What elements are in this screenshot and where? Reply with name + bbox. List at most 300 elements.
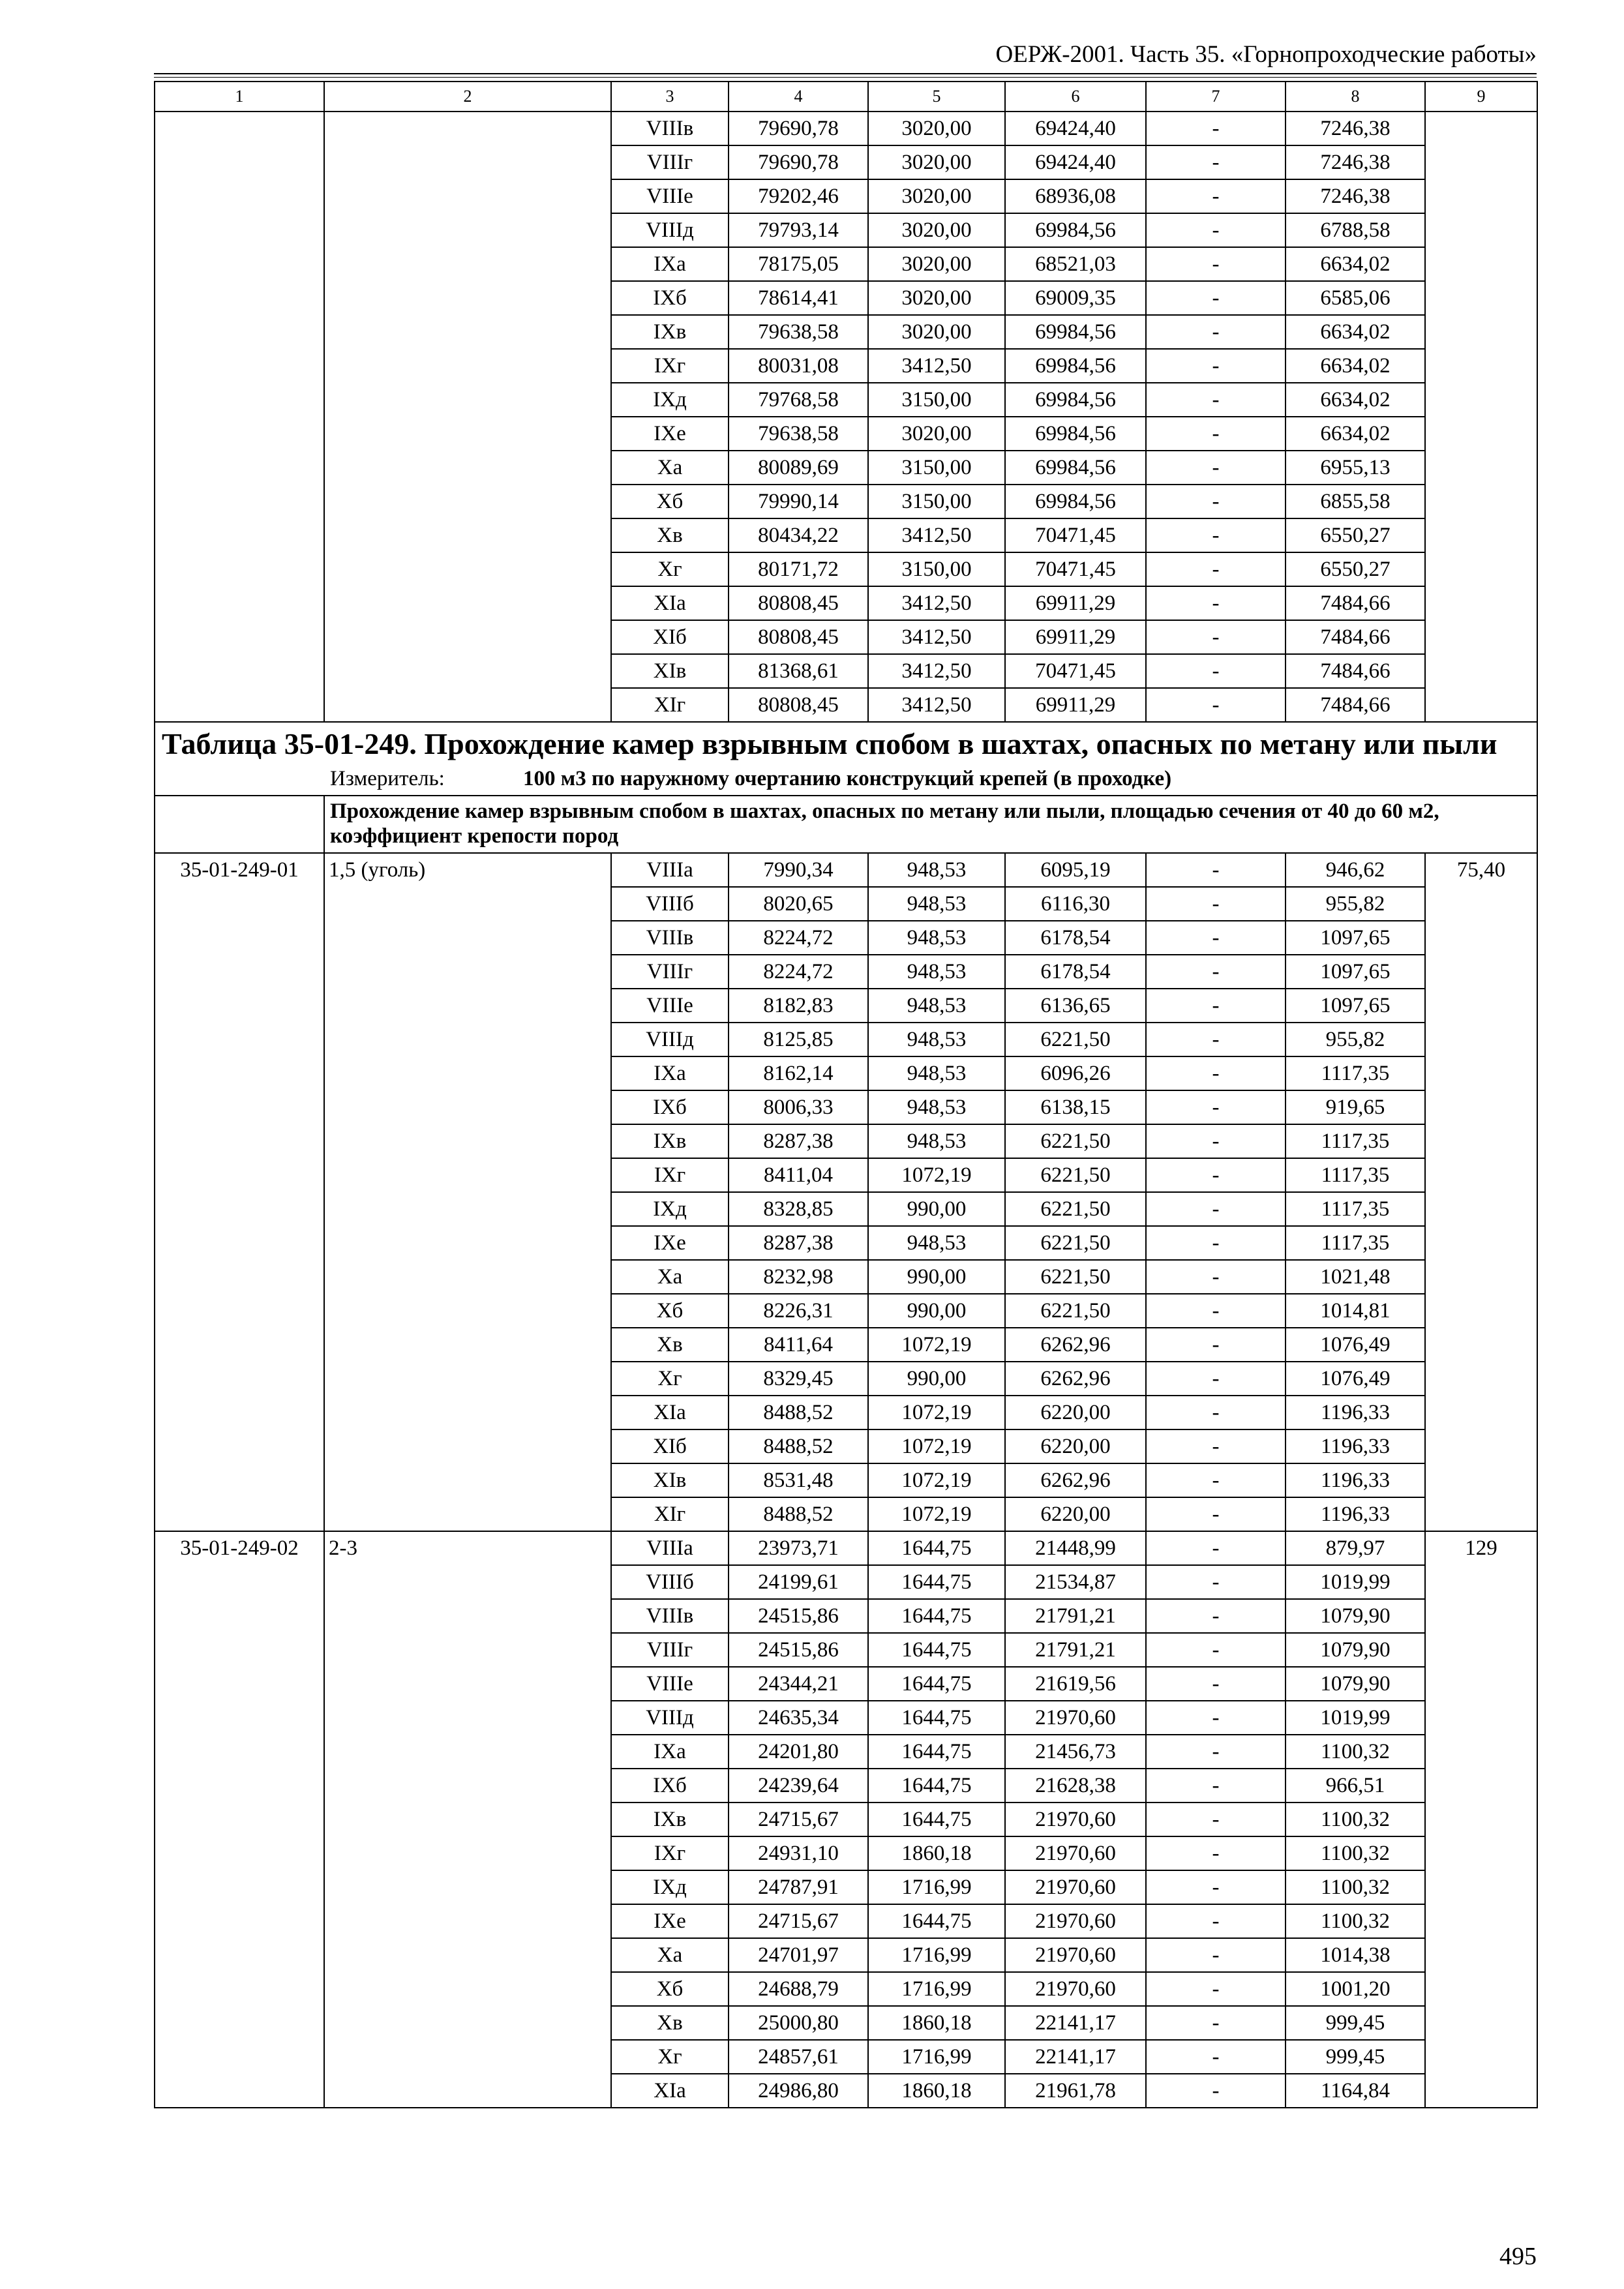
direct-cost-cell: 24986,80 [729, 2074, 868, 2108]
column-number: 7 [1146, 82, 1286, 112]
driver-cost-cell: - [1146, 179, 1286, 213]
machine-cost-cell: 6116,30 [1005, 887, 1146, 921]
material-cost-cell: 1076,49 [1286, 1362, 1425, 1396]
machine-cost-cell: 21456,73 [1005, 1735, 1146, 1769]
labor-cost-cell: 990,00 [868, 1294, 1005, 1328]
driver-cost-cell: - [1146, 1056, 1286, 1090]
driver-cost-cell: - [1146, 1260, 1286, 1294]
col9-cell [1425, 112, 1537, 722]
material-cost-cell: 946,62 [1286, 853, 1425, 887]
machine-cost-cell: 69424,40 [1005, 145, 1146, 179]
labor-cost-cell: 1072,19 [868, 1497, 1005, 1531]
labor-cost-cell: 948,53 [868, 1023, 1005, 1056]
column-number: 5 [868, 82, 1005, 112]
material-cost-cell: 955,82 [1286, 1023, 1425, 1056]
labor-cost-cell: 3412,50 [868, 518, 1005, 552]
driver-cost-cell: - [1146, 112, 1286, 145]
direct-cost-cell: 24344,21 [729, 1667, 868, 1701]
material-cost-cell: 1021,48 [1286, 1260, 1425, 1294]
labor-cost-cell: 1072,19 [868, 1429, 1005, 1463]
labor-cost-cell: 3412,50 [868, 654, 1005, 688]
machine-cost-cell: 6220,00 [1005, 1429, 1146, 1463]
table-row [155, 112, 1537, 145]
material-cost-cell: 879,97 [1286, 1531, 1425, 1565]
table-row [155, 853, 1537, 887]
direct-cost-cell: 8232,98 [729, 1260, 868, 1294]
material-cost-cell: 1117,35 [1286, 1158, 1425, 1192]
rate-cell: IXб [611, 281, 729, 315]
material-cost-cell: 6550,27 [1286, 518, 1425, 552]
driver-cost-cell: - [1146, 451, 1286, 485]
labor-cost-cell: 990,00 [868, 1192, 1005, 1226]
driver-cost-cell: - [1146, 485, 1286, 518]
column-number: 8 [1286, 82, 1425, 112]
driver-cost-cell: - [1146, 1803, 1286, 1836]
material-cost-cell: 1019,99 [1286, 1565, 1425, 1599]
labor-cost-cell: 1644,75 [868, 1904, 1005, 1938]
description: Прохождение камер взрывным спобом в шахтах, опасных по метану или пыли, площадью сечения от 40 до 60 м2, коэффициент крепости пород [324, 796, 1537, 853]
rate-cell: XIг [611, 688, 729, 722]
direct-cost-cell: 23973,71 [729, 1531, 868, 1565]
direct-cost-cell: 8224,72 [729, 955, 868, 989]
machine-cost-cell: 6095,19 [1005, 853, 1146, 887]
machine-cost-cell: 6262,96 [1005, 1463, 1146, 1497]
driver-cost-cell: - [1146, 349, 1286, 383]
material-cost-cell: 7246,38 [1286, 145, 1425, 179]
unit-cell [155, 763, 1537, 796]
direct-cost-cell: 79768,58 [729, 383, 868, 417]
material-cost-cell: 1001,20 [1286, 1972, 1425, 2006]
rate-cell: Xв [611, 518, 729, 552]
labor-cost-cell: 948,53 [868, 989, 1005, 1023]
material-cost-cell: 7246,38 [1286, 179, 1425, 213]
driver-cost-cell: - [1146, 921, 1286, 955]
material-cost-cell: 6634,02 [1286, 383, 1425, 417]
labor-cost-cell: 3412,50 [868, 349, 1005, 383]
labor-cost-cell: 3150,00 [868, 451, 1005, 485]
rate-cell: IXв [611, 315, 729, 349]
machine-cost-cell: 69911,29 [1005, 586, 1146, 620]
direct-cost-cell: 24715,67 [729, 1803, 868, 1836]
machine-cost-cell: 21970,60 [1005, 1904, 1146, 1938]
direct-cost-cell: 24199,61 [729, 1565, 868, 1599]
direct-cost-cell: 79793,14 [729, 213, 868, 247]
driver-cost-cell: - [1146, 2006, 1286, 2040]
machine-cost-cell: 21628,38 [1005, 1769, 1146, 1803]
driver-cost-cell: - [1146, 688, 1286, 722]
labor-cost-cell: 1644,75 [868, 1531, 1005, 1565]
machine-cost-cell: 69984,56 [1005, 315, 1146, 349]
driver-cost-cell: - [1146, 1158, 1286, 1192]
rate-cell: IXa [611, 1735, 729, 1769]
direct-cost-cell: 8329,45 [729, 1362, 868, 1396]
rate-cell: Xa [611, 1938, 729, 1972]
driver-cost-cell: - [1146, 1531, 1286, 1565]
column-number: 4 [729, 82, 868, 112]
rate-cell: Xa [611, 1260, 729, 1294]
machine-cost-cell: 6221,50 [1005, 1260, 1146, 1294]
driver-cost-cell: - [1146, 247, 1286, 281]
driver-cost-cell: - [1146, 1836, 1286, 1870]
running-header [154, 40, 1537, 72]
document-title: ОЕРЖ-2001. Часть 35. «Горнопроходческие работы» [995, 41, 1537, 68]
labor-cost-cell: 3412,50 [868, 586, 1005, 620]
material-cost-cell: 1117,35 [1286, 1192, 1425, 1226]
direct-cost-cell: 24635,34 [729, 1701, 868, 1735]
driver-cost-cell: - [1146, 1328, 1286, 1362]
rates-table [154, 81, 1538, 2108]
direct-cost-cell: 78614,41 [729, 281, 868, 315]
machine-cost-cell: 69984,56 [1005, 485, 1146, 518]
code-cell [155, 112, 324, 722]
rate-cell: IXд [611, 1870, 729, 1904]
unit-value: 100 м3 по наружному очертанию конструкций крепей (в проходке) [523, 767, 1172, 790]
direct-cost-cell: 8287,38 [729, 1124, 868, 1158]
direct-cost-cell: 24857,61 [729, 2040, 868, 2074]
direct-cost-cell: 8488,52 [729, 1497, 868, 1531]
machine-cost-cell: 6178,54 [1005, 955, 1146, 989]
machine-cost-cell: 21970,60 [1005, 1803, 1146, 1836]
machine-cost-cell: 69424,40 [1005, 112, 1146, 145]
machine-cost-cell: 69984,56 [1005, 213, 1146, 247]
machine-cost-cell: 6178,54 [1005, 921, 1146, 955]
material-cost-cell: 1100,32 [1286, 1836, 1425, 1870]
rate-cell: VIIIг [611, 1633, 729, 1667]
driver-cost-cell: - [1146, 1362, 1286, 1396]
rate-cell: Xб [611, 485, 729, 518]
direct-cost-cell: 79990,14 [729, 485, 868, 518]
labor-cost-cell: 948,53 [868, 1124, 1005, 1158]
material-cost-cell: 1019,99 [1286, 1701, 1425, 1735]
labor-cost-cell: 3150,00 [868, 383, 1005, 417]
direct-cost-cell: 79202,46 [729, 179, 868, 213]
labor-cost-cell: 3020,00 [868, 145, 1005, 179]
column-number: 6 [1005, 82, 1146, 112]
rate-cell: IXг [611, 1158, 729, 1192]
labor-cost-cell: 948,53 [868, 921, 1005, 955]
direct-cost-cell: 8411,04 [729, 1158, 868, 1192]
material-cost-cell: 955,82 [1286, 887, 1425, 921]
rate-cell: VIIIб [611, 887, 729, 921]
machine-cost-cell: 21970,60 [1005, 1836, 1146, 1870]
labor-cost-cell: 1716,99 [868, 2040, 1005, 2074]
material-cost-cell: 1100,32 [1286, 1904, 1425, 1938]
rate-cell: IXa [611, 1056, 729, 1090]
material-cost-cell: 1076,49 [1286, 1328, 1425, 1362]
material-cost-cell: 6788,58 [1286, 213, 1425, 247]
rate-cell: Xв [611, 2006, 729, 2040]
driver-cost-cell: - [1146, 2074, 1286, 2108]
driver-cost-cell: - [1146, 383, 1286, 417]
material-cost-cell: 7484,66 [1286, 688, 1425, 722]
labor-cost-cell: 1644,75 [868, 1599, 1005, 1633]
driver-cost-cell: - [1146, 620, 1286, 654]
name-cell [324, 112, 611, 722]
direct-cost-cell: 79638,58 [729, 315, 868, 349]
column-number: 2 [324, 82, 611, 112]
driver-cost-cell: - [1146, 1294, 1286, 1328]
driver-cost-cell: - [1146, 853, 1286, 887]
direct-cost-cell: 24715,67 [729, 1904, 868, 1938]
driver-cost-cell: - [1146, 1633, 1286, 1667]
direct-cost-cell: 24787,91 [729, 1870, 868, 1904]
direct-cost-cell: 7990,34 [729, 853, 868, 887]
driver-cost-cell: - [1146, 1090, 1286, 1124]
material-cost-cell: 1097,65 [1286, 955, 1425, 989]
machine-cost-cell: 6221,50 [1005, 1294, 1146, 1328]
rate-cell: VIIIд [611, 1701, 729, 1735]
direct-cost-cell: 80808,45 [729, 688, 868, 722]
driver-cost-cell: - [1146, 145, 1286, 179]
driver-cost-cell: - [1146, 213, 1286, 247]
rate-cell: VIIIд [611, 213, 729, 247]
machine-cost-cell: 6220,00 [1005, 1497, 1146, 1531]
labor-cost-cell: 3020,00 [868, 281, 1005, 315]
labor-cost-cell: 3020,00 [868, 247, 1005, 281]
material-cost-cell: 1196,33 [1286, 1429, 1425, 1463]
rate-cell: VIIIa [611, 1531, 729, 1565]
header-rule [154, 73, 1537, 74]
rate-name: 2-3 [324, 1531, 611, 2108]
rate-cell: XIб [611, 620, 729, 654]
material-cost-cell: 7484,66 [1286, 586, 1425, 620]
rate-cell: XIб [611, 1429, 729, 1463]
col9-value: 129 [1425, 1531, 1537, 2108]
rate-cell: IXг [611, 1836, 729, 1870]
direct-cost-cell: 24201,80 [729, 1735, 868, 1769]
rate-cell: IXб [611, 1090, 729, 1124]
material-cost-cell: 1097,65 [1286, 921, 1425, 955]
material-cost-cell: 6585,06 [1286, 281, 1425, 315]
driver-cost-cell: - [1146, 552, 1286, 586]
material-cost-cell: 1100,32 [1286, 1803, 1425, 1836]
rate-cell: IXе [611, 417, 729, 451]
direct-cost-cell: 79690,78 [729, 145, 868, 179]
labor-cost-cell: 1072,19 [868, 1463, 1005, 1497]
rate-cell: IXб [611, 1769, 729, 1803]
labor-cost-cell: 990,00 [868, 1260, 1005, 1294]
driver-cost-cell: - [1146, 586, 1286, 620]
direct-cost-cell: 80171,72 [729, 552, 868, 586]
page-number: 495 [1499, 2243, 1537, 2270]
material-cost-cell: 7484,66 [1286, 654, 1425, 688]
labor-cost-cell: 3020,00 [868, 213, 1005, 247]
rate-cell: IXе [611, 1904, 729, 1938]
driver-cost-cell: - [1146, 1769, 1286, 1803]
labor-cost-cell: 1716,99 [868, 1972, 1005, 2006]
labor-cost-cell: 1644,75 [868, 1633, 1005, 1667]
direct-cost-cell: 8328,85 [729, 1192, 868, 1226]
machine-cost-cell: 6262,96 [1005, 1362, 1146, 1396]
rate-cell: VIIIa [611, 853, 729, 887]
rate-cell: VIIIг [611, 955, 729, 989]
driver-cost-cell: - [1146, 315, 1286, 349]
labor-cost-cell: 3020,00 [868, 179, 1005, 213]
material-cost-cell: 1117,35 [1286, 1226, 1425, 1260]
material-cost-cell: 6634,02 [1286, 247, 1425, 281]
rate-cell: Xг [611, 2040, 729, 2074]
rate-cell: Xг [611, 552, 729, 586]
rate-cell: Xб [611, 1972, 729, 2006]
machine-cost-cell: 21961,78 [1005, 2074, 1146, 2108]
table-row [155, 1531, 1537, 1565]
material-cost-cell: 1117,35 [1286, 1124, 1425, 1158]
direct-cost-cell: 78175,05 [729, 247, 868, 281]
rate-cell: XIв [611, 1463, 729, 1497]
driver-cost-cell: - [1146, 1938, 1286, 1972]
labor-cost-cell: 1644,75 [868, 1565, 1005, 1599]
material-cost-cell: 6634,02 [1286, 315, 1425, 349]
direct-cost-cell: 8006,33 [729, 1090, 868, 1124]
labor-cost-cell: 948,53 [868, 887, 1005, 921]
direct-cost-cell: 8226,31 [729, 1294, 868, 1328]
material-cost-cell: 1196,33 [1286, 1396, 1425, 1429]
material-cost-cell: 6634,02 [1286, 417, 1425, 451]
driver-cost-cell: - [1146, 1023, 1286, 1056]
column-number: 3 [611, 82, 729, 112]
machine-cost-cell: 68936,08 [1005, 179, 1146, 213]
direct-cost-cell: 79638,58 [729, 417, 868, 451]
rate-cell: XIa [611, 1396, 729, 1429]
labor-cost-cell: 1644,75 [868, 1769, 1005, 1803]
rate-cell: VIIIе [611, 179, 729, 213]
rate-cell: XIв [611, 654, 729, 688]
machine-cost-cell: 21970,60 [1005, 1972, 1146, 2006]
material-cost-cell: 6634,02 [1286, 349, 1425, 383]
driver-cost-cell: - [1146, 1396, 1286, 1429]
material-cost-cell: 1014,38 [1286, 1938, 1425, 1972]
labor-cost-cell: 1644,75 [868, 1803, 1005, 1836]
machine-cost-cell: 6138,15 [1005, 1090, 1146, 1124]
labor-cost-cell: 990,00 [868, 1362, 1005, 1396]
material-cost-cell: 1079,90 [1286, 1599, 1425, 1633]
direct-cost-cell: 80031,08 [729, 349, 868, 383]
labor-cost-cell: 1644,75 [868, 1735, 1005, 1769]
col9-value: 75,40 [1425, 853, 1537, 1531]
machine-cost-cell: 21970,60 [1005, 1938, 1146, 1972]
direct-cost-cell: 8488,52 [729, 1429, 868, 1463]
rate-cell: VIIIе [611, 989, 729, 1023]
rate-cell: Xг [611, 1362, 729, 1396]
driver-cost-cell: - [1146, 1667, 1286, 1701]
labor-cost-cell: 1644,75 [868, 1667, 1005, 1701]
labor-cost-cell: 1716,99 [868, 1870, 1005, 1904]
machine-cost-cell: 6221,50 [1005, 1192, 1146, 1226]
direct-cost-cell: 8287,38 [729, 1226, 868, 1260]
direct-cost-cell: 8531,48 [729, 1463, 868, 1497]
labor-cost-cell: 948,53 [868, 1226, 1005, 1260]
machine-cost-cell: 6221,50 [1005, 1158, 1146, 1192]
machine-cost-cell: 70471,45 [1005, 552, 1146, 586]
rate-cell: XIг [611, 1497, 729, 1531]
material-cost-cell: 1079,90 [1286, 1667, 1425, 1701]
driver-cost-cell: - [1146, 1429, 1286, 1463]
rate-cell: VIIIг [611, 145, 729, 179]
machine-cost-cell: 21534,87 [1005, 1565, 1146, 1599]
driver-cost-cell: - [1146, 1565, 1286, 1599]
driver-cost-cell: - [1146, 955, 1286, 989]
labor-cost-cell: 1860,18 [868, 1836, 1005, 1870]
direct-cost-cell: 8224,72 [729, 921, 868, 955]
rate-cell: VIIIв [611, 921, 729, 955]
driver-cost-cell: - [1146, 281, 1286, 315]
direct-cost-cell: 8020,65 [729, 887, 868, 921]
direct-cost-cell: 24515,86 [729, 1633, 868, 1667]
rate-cell: XIa [611, 586, 729, 620]
machine-cost-cell: 21448,99 [1005, 1531, 1146, 1565]
material-cost-cell: 1196,33 [1286, 1497, 1425, 1531]
labor-cost-cell: 3150,00 [868, 552, 1005, 586]
direct-cost-cell: 24931,10 [729, 1836, 868, 1870]
labor-cost-cell: 3020,00 [868, 315, 1005, 349]
rate-cell: VIIIв [611, 1599, 729, 1633]
machine-cost-cell: 69984,56 [1005, 417, 1146, 451]
machine-cost-cell: 22141,17 [1005, 2040, 1146, 2074]
driver-cost-cell: - [1146, 1870, 1286, 1904]
rate-cell: Xв [611, 1328, 729, 1362]
machine-cost-cell: 69911,29 [1005, 688, 1146, 722]
direct-cost-cell: 8162,14 [729, 1056, 868, 1090]
rate-code: 35-01-249-02 [155, 1531, 324, 2108]
material-cost-cell: 1079,90 [1286, 1633, 1425, 1667]
machine-cost-cell: 21970,60 [1005, 1701, 1146, 1735]
header-rule-thin [154, 77, 1537, 78]
machine-cost-cell: 70471,45 [1005, 518, 1146, 552]
labor-cost-cell: 3150,00 [868, 485, 1005, 518]
rate-cell: VIIIе [611, 1667, 729, 1701]
description-row [155, 796, 1537, 853]
table-title: Таблица 35-01-249. Прохождение камер взрывным спобом в шахтах, опасных по метану или пыли [155, 722, 1537, 763]
material-cost-cell: 6855,58 [1286, 485, 1425, 518]
rate-cell: Xa [611, 451, 729, 485]
material-cost-cell: 7246,38 [1286, 112, 1425, 145]
material-cost-cell: 6955,13 [1286, 451, 1425, 485]
driver-cost-cell: - [1146, 1701, 1286, 1735]
rate-cell: IXa [611, 247, 729, 281]
rate-cell: IXд [611, 1192, 729, 1226]
material-cost-cell: 6550,27 [1286, 552, 1425, 586]
direct-cost-cell: 24515,86 [729, 1599, 868, 1633]
labor-cost-cell: 3412,50 [868, 620, 1005, 654]
rate-cell: IXг [611, 349, 729, 383]
rate-cell: IXе [611, 1226, 729, 1260]
driver-cost-cell: - [1146, 518, 1286, 552]
driver-cost-cell: - [1146, 1972, 1286, 2006]
material-cost-cell: 1196,33 [1286, 1463, 1425, 1497]
machine-cost-cell: 21791,21 [1005, 1599, 1146, 1633]
labor-cost-cell: 3020,00 [868, 417, 1005, 451]
material-cost-cell: 7484,66 [1286, 620, 1425, 654]
machine-cost-cell: 21970,60 [1005, 1870, 1146, 1904]
machine-cost-cell: 6221,50 [1005, 1023, 1146, 1056]
machine-cost-cell: 6220,00 [1005, 1396, 1146, 1429]
rate-cell: IXв [611, 1803, 729, 1836]
driver-cost-cell: - [1146, 1226, 1286, 1260]
direct-cost-cell: 24239,64 [729, 1769, 868, 1803]
labor-cost-cell: 948,53 [868, 853, 1005, 887]
direct-cost-cell: 8411,64 [729, 1328, 868, 1362]
machine-cost-cell: 69984,56 [1005, 451, 1146, 485]
direct-cost-cell: 81368,61 [729, 654, 868, 688]
material-cost-cell: 1164,84 [1286, 2074, 1425, 2108]
machine-cost-cell: 68521,03 [1005, 247, 1146, 281]
machine-cost-cell: 22141,17 [1005, 2006, 1146, 2040]
driver-cost-cell: - [1146, 1599, 1286, 1633]
rate-cell: XIa [611, 2074, 729, 2108]
rate-code: 35-01-249-01 [155, 853, 324, 1531]
driver-cost-cell: - [1146, 989, 1286, 1023]
machine-cost-cell: 6221,50 [1005, 1226, 1146, 1260]
